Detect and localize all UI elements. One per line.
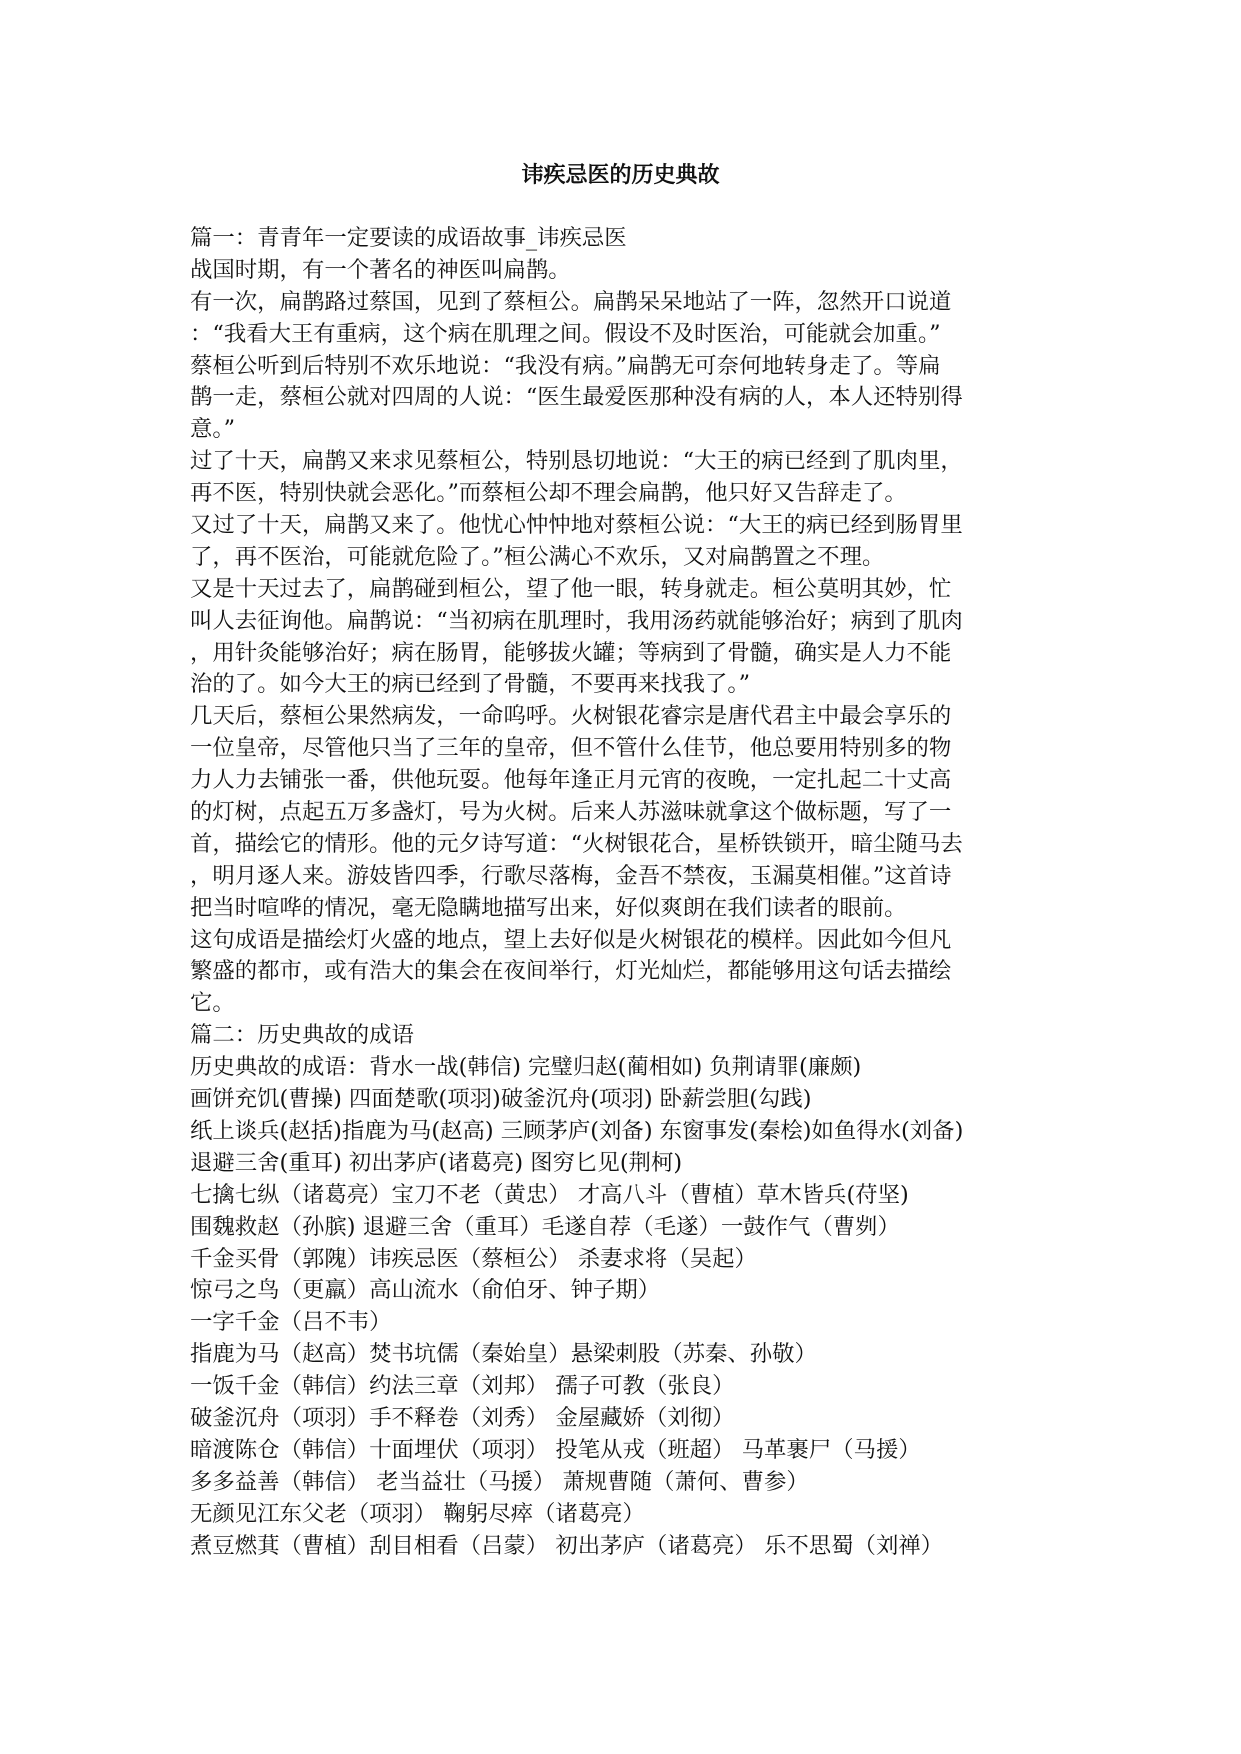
text-line: 的灯树，点起五万多盏灯，号为火树。后来人苏滋味就拿这个做标题，写了一 (190, 799, 952, 826)
text-line: 再不医，特别快就会恶化。”而蔡桓公却不理会扁鹊，他只好又告辞走了。 (190, 480, 907, 507)
text-line: 历史典故的成语：背水一战(韩信) 完璧归赵(蔺相如) 负荆请罪(廉颇) (190, 1054, 862, 1081)
text-line: ，用针灸能够治好；病在肠胃，能够拔火罐；等病到了骨髓，确实是人力不能 (190, 639, 952, 666)
text-line: 一饭千金（韩信）约法三章（刘邦） 孺子可教（张良） (190, 1373, 735, 1400)
text-line: 指鹿为马（赵高）焚书坑儒（秦始皇）悬梁刺股（苏秦、孙敬） (190, 1341, 817, 1368)
text-line: 几天后，蔡桓公果然病发，一命呜呼。火树银花睿宗是唐代君主中最会享乐的 (190, 703, 952, 730)
text-line: 一位皇帝，尽管他只当了三年的皇帝，但不管什么佳节，他总要用特别多的物 (190, 735, 952, 762)
text-line: 力人力去铺张一番，供他玩耍。他每年逢正月元宵的夜晚，一定扎起二十丈高 (190, 767, 952, 794)
text-line: 有一次，扁鹊路过蔡国，见到了蔡桓公。扁鹊呆呆地站了一阵，忽然开口说道 (190, 288, 952, 315)
text-line: 繁盛的都市，或有浩大的集会在夜间举行，灯光灿烂，都能够用这句话去描绘 (190, 958, 952, 985)
text-line: 意。” (190, 416, 236, 443)
text-line: 纸上谈兵(赵括)指鹿为马(赵高) 三顾茅庐(刘备) 东窗事发(秦桧)如鱼得水(刘备) (190, 1117, 964, 1144)
text-line: 画饼充饥(曹操) 四面楚歌(项羽)破釜沉舟(项羽) 卧薪尝胆(勾践) (190, 1086, 812, 1113)
text-line: 鹊一走，蔡桓公就对四周的人说：“医生最爱医那种没有病的人，本人还特别得 (190, 384, 963, 411)
text-line: 破釜沉舟（项羽）手不释卷（刘秀） 金屋藏娇（刘彻） (190, 1404, 735, 1431)
text-line: 又过了十天，扁鹊又来了。他忧心忡忡地对蔡桓公说：“大王的病已经到肠胃里 (190, 512, 963, 539)
text-line: 多多益善（韩信） 老当益壮（马援） 萧规曹随（萧何、曹参） (190, 1468, 809, 1495)
text-line: 七擒七纵（诸葛亮）宝刀不老（黄忠） 才高八斗（曹植）草木皆兵(苻坚) (190, 1181, 909, 1208)
text-line: 煮豆燃萁（曹植）刮目相看（吕蒙） 初出茅庐（诸葛亮） 乐不思蜀（刘禅） (190, 1532, 944, 1559)
text-line: 它。 (190, 990, 235, 1017)
text-line: 叫人去征询他。扁鹊说：“当初病在肌理时，我用汤药就能够治好；病到了肌肉 (190, 607, 963, 634)
text-line: 一字千金（吕不韦） (190, 1309, 392, 1336)
text-line: 退避三舍(重耳) 初出茅庐(诸葛亮) 图穷匕见(荆柯) (190, 1149, 683, 1176)
text-line: 蔡桓公听到后特别不欢乐地说：“我没有病。”扁鹊无可奈何地转身走了。等扁 (190, 352, 941, 379)
text-line: 这句成语是描绘灯火盛的地点，望上去好似是火树银花的模样。因此如今但凡 (190, 926, 952, 953)
text-line: 篇二：历史典故的成语 (190, 1022, 414, 1049)
text-line: ，明月逐人来。游妓皆四季，行歌尽落梅，金吾不禁夜，玉漏莫相催。”这首诗 (190, 862, 952, 889)
document-body (190, 223, 1050, 1562)
text-line: 暗渡陈仓（韩信）十面埋伏（项羽） 投笔从戎（班超） 马革裹尸（马援） (190, 1436, 921, 1463)
text-line: 治的了。如今大王的病已经到了骨髓，不要再来找我了。” (190, 671, 751, 698)
text-line: 惊弓之鸟（更羸）高山流水（俞伯牙、钟子期） (190, 1277, 661, 1304)
document-title: 讳疾忌医的历史典故 (521, 162, 720, 188)
text-line: 把当时喧哗的情况，毫无隐瞒地描写出来，好似爽朗在我们读者的眼前。 (190, 894, 907, 921)
text-line: 千金买骨（郭隗）讳疾忌医（蔡桓公） 杀妻求将（吴起） (190, 1245, 757, 1272)
text-line: 了，再不医治，可能就危险了。”桓公满心不欢乐，又对扁鹊置之不理。 (190, 543, 885, 570)
text-line: 过了十天，扁鹊又来求见蔡桓公，特别恳切地说：“大王的病已经到了肌肉里， (190, 448, 963, 475)
text-line: 首，描绘它的情形。他的元夕诗写道：“火树银花合，星桥铁锁开，暗尘随马去 (190, 830, 963, 857)
text-line: 围魏救赵（孙膑) 退避三舍（重耳）毛遂自荐（毛遂）一鼓作气（曹刿） (190, 1213, 900, 1240)
text-line: 篇一：青青年一定要读的成语故事_讳疾忌医 (190, 225, 627, 251)
text-line: ：“我看大王有重病，这个病在肌理之间。假设不及时医治，可能就会加重。” (190, 320, 941, 347)
text-line: 战国时期，有一个著名的神医叫扁鹊。 (190, 256, 571, 283)
text-line: 又是十天过去了，扁鹊碰到桓公，望了他一眼，转身就走。桓公莫明其妙，忙 (190, 575, 952, 602)
text-line: 无颜见江东父老（项羽） 鞠躬尽瘁（诸葛亮） (190, 1500, 645, 1527)
